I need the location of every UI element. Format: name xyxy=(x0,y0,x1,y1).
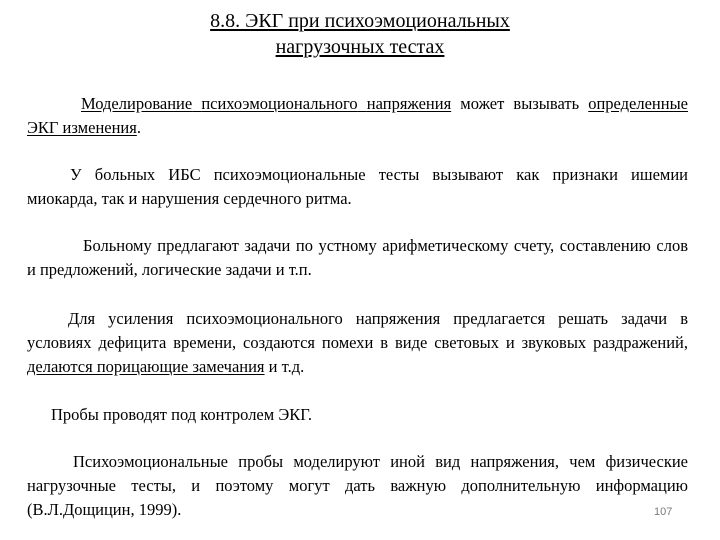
paragraph-modeling: Моделирование психоэмоционального напряжения может вызывать определенные ЭКГ изменения. xyxy=(27,94,689,137)
paragraph-enhancement: Для усиления психоэмоционального напряжения предлагается решать задачи в условиях дефицита времени, создаются помехи в виде световых и звуковых раздражений, делаются порицающие замечания и т.д. xyxy=(27,309,688,376)
page-number: 107 xyxy=(654,506,673,518)
slide-title xyxy=(0,8,720,60)
p1-term-psycho: психоэмоционального xyxy=(201,94,358,113)
p1-term-changes: определенные ЭКГ изменения xyxy=(27,94,689,137)
paragraph-control: Пробы проводят под контролем ЭКГ. xyxy=(51,405,313,424)
title-line-2: нагрузочных тестах xyxy=(275,36,445,58)
title-line-1: 8.8. ЭКГ при психоэмоциональных xyxy=(210,10,510,32)
paragraph-ibs: У больных ИБС психоэмоциональные тесты вызывают как признаки ишемии миокарда, так и нарушения сердечного ритма. xyxy=(27,165,688,208)
paragraph-conclusion: Психоэмоциональные пробы моделируют иной вид напряжения, чем физические нагрузочные тесты, и поэтому могут дать важную дополнительную информацию (В.Л.Дощицин, 1999). xyxy=(27,452,688,519)
p4-critical-remarks: делаются порицающие замечания xyxy=(27,357,265,376)
p1-term-tension: напряжения xyxy=(366,94,452,113)
p1-term-modeling: Моделирование xyxy=(81,94,193,113)
paragraph-tasks: Больному предлагают задачи по устному арифметическому счету, составлению слов и предложений, логические задачи и т.п. xyxy=(27,236,688,279)
